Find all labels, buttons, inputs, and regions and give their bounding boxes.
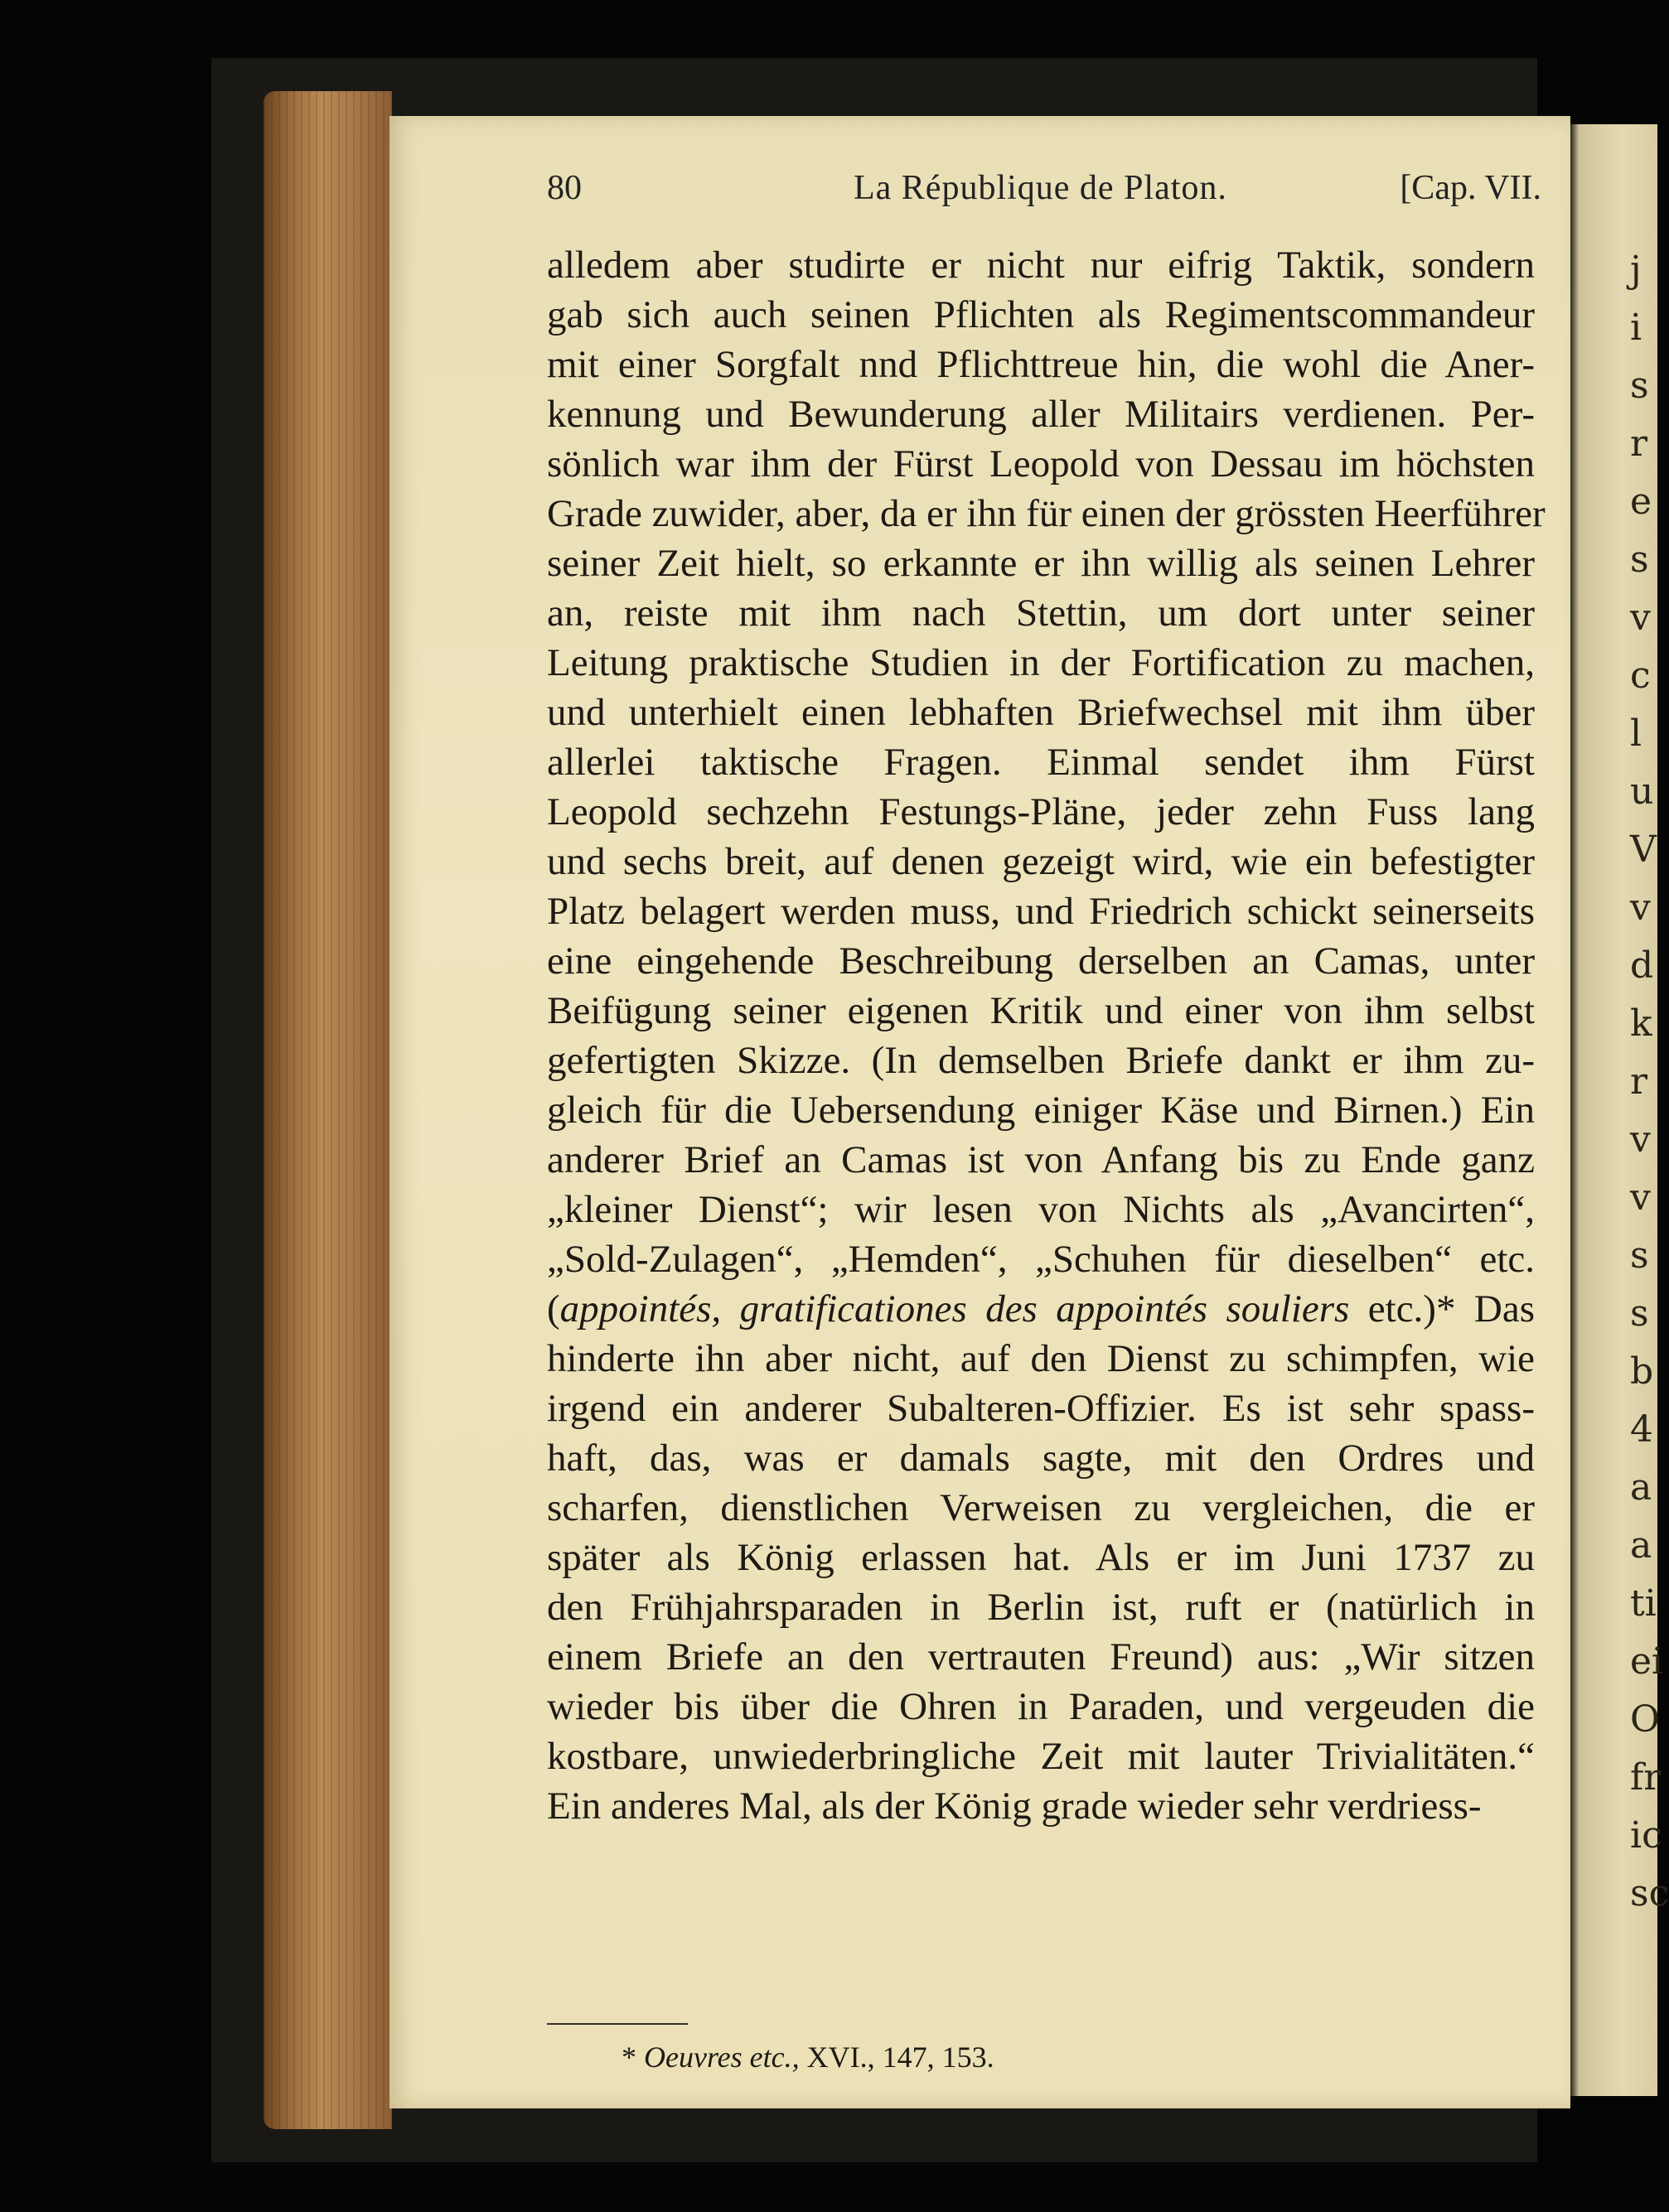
text-line: Leitung praktische Studien in der Fortification zu machen, <box>547 641 1535 684</box>
facing-page-glyph: s <box>1630 1234 1649 1277</box>
text-line: Beifügung seiner eigenen Kritik und einer von ihm selbst <box>547 989 1535 1032</box>
facing-page-glyph: d <box>1630 944 1654 987</box>
facing-page-glyph: a <box>1630 1524 1652 1567</box>
chapter-label: [Cap. VII. <box>1400 169 1541 207</box>
running-header <box>547 168 1541 218</box>
text-line: einem Briefe an den vertrauten Freund) aus: „Wir sitzen <box>547 1635 1535 1678</box>
body-text <box>547 240 1546 1831</box>
facing-page-glyph: v <box>1630 596 1651 639</box>
facing-page-glyph: s <box>1630 365 1649 407</box>
facing-page-glyph: l <box>1630 712 1642 755</box>
text-line: hinderte ihn aber nicht, auf den Dienst zu schimpfen, wie <box>547 1337 1535 1380</box>
text-line: irgend ein anderer Subalteren-Offizier. Es ist sehr spass- <box>547 1387 1535 1430</box>
text-line: kennung und Bewunderung aller Militairs verdienen. Per- <box>547 393 1535 436</box>
text-line: seiner Zeit hielt, so erkannte er ihn willig als seinen Lehrer <box>547 542 1535 585</box>
facing-page-glyph: ei <box>1630 1640 1664 1683</box>
text-line: gleich für die Uebersendung einiger Käse und Birnen.) Ein <box>547 1089 1535 1132</box>
footnote <box>622 2040 994 2074</box>
text-line: haft, das, was er damals sagte, mit den Ordres und <box>547 1437 1535 1480</box>
facing-page-edge <box>1570 124 1669 2096</box>
page-edges <box>264 91 392 2129</box>
facing-page-glyph: a <box>1630 1466 1652 1509</box>
facing-page-glyph: e <box>1630 481 1652 523</box>
facing-page-glyph: b <box>1630 1350 1654 1393</box>
facing-page-glyph: i <box>1630 307 1642 349</box>
text-line: mit einer Sorgfalt nnd Pflichttreue hin, die wohl die Aner- <box>547 343 1535 386</box>
text-line-italic <box>547 1284 1535 1334</box>
facing-page-glyph: ic <box>1630 1814 1662 1857</box>
facing-page-glyph: O <box>1630 1698 1661 1741</box>
text-line: und sechs breit, auf denen gezeigt wird, wie ein befestigter <box>547 840 1535 883</box>
text-line: allerlei taktische Fragen. Einmal sendet ihm Fürst <box>547 741 1535 784</box>
facing-page-glyph: v <box>1630 1118 1651 1161</box>
text-line: wieder bis über die Ohren in Paraden, und vergeuden die <box>547 1685 1535 1728</box>
running-title: La République de Platon. <box>854 169 1227 207</box>
text-line: Leopold sechzehn Festungs-Pläne, jeder zehn Fuss lang <box>547 790 1535 833</box>
text-line: „kleiner Dienst“; wir lesen von Nichts als „Avancirten“, <box>547 1188 1535 1231</box>
text-line: später als König erlassen hat. Als er im Juni 1737 zu <box>547 1536 1535 1579</box>
text-line: Platz belagert werden muss, und Friedrich schickt seinerseits <box>547 890 1535 933</box>
footnote-marker: * <box>622 2041 636 2074</box>
text-line: Ein anderes Mal, als der König grade wieder sehr verdriess- <box>547 1785 1482 1828</box>
facing-page-glyph: s <box>1630 1292 1649 1335</box>
page-number: 80 <box>547 169 582 207</box>
facing-page-glyph: u <box>1630 770 1654 813</box>
text-line: gefertigten Skizze. (In demselben Briefe dankt er ihm zu- <box>547 1039 1535 1082</box>
facing-page-glyph: V <box>1630 828 1657 871</box>
italic-line-rest: etc.)* Das <box>1349 1287 1535 1331</box>
text-line: den Frühjahrsparaden in Berlin ist, ruft er (natürlich in <box>547 1586 1535 1629</box>
facing-page-glyph: c <box>1630 654 1651 697</box>
text-line: anderer Brief an Camas ist von Anfang bis zu Ende ganz <box>547 1138 1535 1181</box>
text-line: an, reiste mit ihm nach Stettin, um dort unter seiner <box>547 592 1535 635</box>
facing-page-glyph: fr <box>1630 1756 1662 1799</box>
text-line: eine eingehende Beschreibung derselben an Camas, unter <box>547 939 1535 983</box>
facing-page-glyph: v <box>1630 886 1651 929</box>
text-line: „Sold-Zulagen“, „Hemden“, „Schuhen für dieselben“ etc. <box>547 1238 1535 1281</box>
facing-page-glyph: 4 <box>1630 1408 1653 1451</box>
facing-page-glyph: j <box>1630 249 1642 291</box>
text-line: und unterhielt einen lebhaften Briefwechsel mit ihm über <box>547 691 1535 734</box>
facing-page-glyph: r <box>1630 423 1648 465</box>
facing-page-glyph: ti <box>1630 1582 1657 1625</box>
footnote-rule <box>547 2023 688 2025</box>
facing-page-glyph: v <box>1630 1176 1651 1219</box>
facing-page-glyph: s <box>1630 539 1649 581</box>
text-line: gab sich auch seinen Pflichten als Regimentscommandeur <box>547 293 1535 336</box>
italic-quote: appointés, gratificationes des appointés souliers <box>559 1287 1350 1331</box>
facing-page-glyph: sc <box>1630 1872 1669 1915</box>
footnote-ref: XVI., 147, 153. <box>799 2041 994 2074</box>
text-line: scharfen, dienstlichen Verweisen zu vergleichen, die er <box>547 1486 1535 1529</box>
footnote-title: Oeuvres etc., <box>644 2041 800 2074</box>
text-line: Grade zuwider, aber, da er ihn für einen der grössten Heerführer <box>547 492 1546 535</box>
text-line: sönlich war ihm der Fürst Leopold von Dessau im höchsten <box>547 442 1535 485</box>
facing-page-glyph: r <box>1630 1060 1648 1103</box>
facing-page-glyph: k <box>1630 1002 1652 1045</box>
paren-open: ( <box>547 1287 560 1331</box>
text-line: alledem aber studirte er nicht nur eifrig Taktik, sondern <box>547 244 1535 287</box>
text-line: kostbare, unwiederbringliche Zeit mit lauter Trivialitäten.“ <box>547 1735 1535 1778</box>
